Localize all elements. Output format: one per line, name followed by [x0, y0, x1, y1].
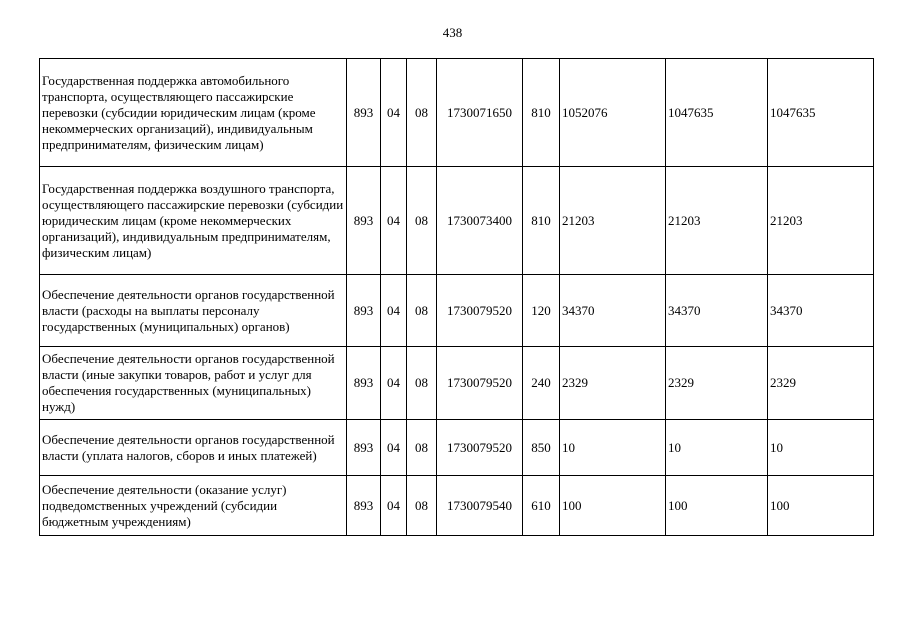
- amount-cell: 1047635: [666, 59, 768, 167]
- amount-cell: 2329: [768, 347, 874, 420]
- amount-cell: 34370: [768, 275, 874, 347]
- amount-cell: 2329: [560, 347, 666, 420]
- amount-cell: 10: [768, 420, 874, 476]
- expense-type-code: 610: [523, 476, 560, 536]
- amount-cell: 34370: [666, 275, 768, 347]
- target-item-code: 1730079520: [437, 347, 523, 420]
- table-row: [40, 59, 874, 167]
- expense-type-code: 850: [523, 420, 560, 476]
- subsection-code: 08: [407, 275, 437, 347]
- subsection-code: 08: [407, 347, 437, 420]
- row-description: Обеспечение деятельности органов государственной власти (иные закупки товаров, работ и услуг для обеспечения государственных (муниципальных) нужд): [40, 347, 347, 420]
- table-row: [40, 167, 874, 275]
- expense-type-code: 240: [523, 347, 560, 420]
- subsection-code: 08: [407, 476, 437, 536]
- row-description: Обеспечение деятельности органов государственной власти (расходы на выплаты персоналу государственных (муниципальных) органов): [40, 275, 347, 347]
- target-item-code: 1730073400: [437, 167, 523, 275]
- expense-type-code: 810: [523, 59, 560, 167]
- amount-cell: 100: [666, 476, 768, 536]
- table-row: [40, 420, 874, 476]
- amount-cell: 10: [560, 420, 666, 476]
- amount-cell: 1047635: [768, 59, 874, 167]
- budget-table: [39, 58, 874, 536]
- ministry-code: 893: [347, 347, 381, 420]
- subsection-code: 08: [407, 59, 437, 167]
- row-description: Обеспечение деятельности органов государственной власти (уплата налогов, сборов и иных платежей): [40, 420, 347, 476]
- table-row: [40, 275, 874, 347]
- table-row: [40, 347, 874, 420]
- expense-type-code: 810: [523, 167, 560, 275]
- section-code: 04: [381, 420, 407, 476]
- ministry-code: 893: [347, 275, 381, 347]
- section-code: 04: [381, 476, 407, 536]
- expense-type-code: 120: [523, 275, 560, 347]
- section-code: 04: [381, 275, 407, 347]
- row-description: Государственная поддержка автомобильного транспорта, осуществляющего пассажирские перевозки (субсидии юридическим лицам (кроме некоммерческих организаций), индивидуальным предпринимателям, физическим лицам): [40, 59, 347, 167]
- table-row: [40, 476, 874, 536]
- amount-cell: 21203: [666, 167, 768, 275]
- ministry-code: 893: [347, 476, 381, 536]
- row-description: Государственная поддержка воздушного транспорта, осуществляющего пассажирские перевозки (субсидии юридическим лицам (кроме некоммерческих организаций), индивидуальным предпринимателям, физическим лицам): [40, 167, 347, 275]
- amount-cell: 21203: [768, 167, 874, 275]
- amount-cell: 100: [768, 476, 874, 536]
- section-code: 04: [381, 59, 407, 167]
- target-item-code: 1730079540: [437, 476, 523, 536]
- amount-cell: 2329: [666, 347, 768, 420]
- row-description: Обеспечение деятельности (оказание услуг) подведомственных учреждений (субсидии бюджетным учреждениям): [40, 476, 347, 536]
- target-item-code: 1730079520: [437, 275, 523, 347]
- amount-cell: 21203: [560, 167, 666, 275]
- ministry-code: 893: [347, 420, 381, 476]
- amount-cell: 1052076: [560, 59, 666, 167]
- target-item-code: 1730079520: [437, 420, 523, 476]
- section-code: 04: [381, 347, 407, 420]
- amount-cell: 10: [666, 420, 768, 476]
- ministry-code: 893: [347, 167, 381, 275]
- subsection-code: 08: [407, 167, 437, 275]
- page-number: 438: [442, 25, 463, 40]
- target-item-code: 1730071650: [437, 59, 523, 167]
- amount-cell: 34370: [560, 275, 666, 347]
- section-code: 04: [381, 167, 407, 275]
- subsection-code: 08: [407, 420, 437, 476]
- ministry-code: 893: [347, 59, 381, 167]
- amount-cell: 100: [560, 476, 666, 536]
